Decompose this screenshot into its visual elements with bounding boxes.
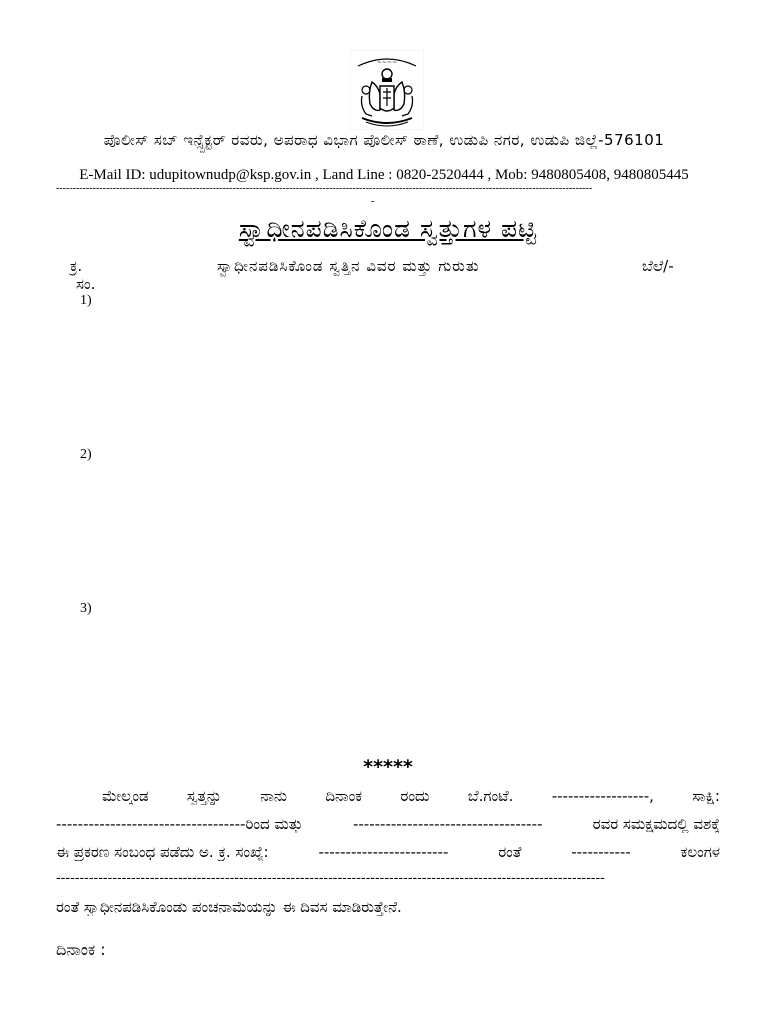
serial-header: ಕ್ರ. [70,257,83,275]
item-number: 1) [80,293,92,308]
witness-label: ಸಾಕ್ಷಿ: [692,787,720,805]
document-title: ಸ್ವಾಧೀನಪಡಿಸಿಕೊಂಡ ಸ್ವತ್ತುಗಳ ಪಟ್ಟಿ [238,214,538,243]
witness-1-blank: -----------------------------------ರಿಂದ ಮತ್ತು [56,815,303,833]
statement-word: ರವರ ಸಮಕ್ಷಮದಲ್ಲಿ ವಶಕ್ಕೆ [592,815,720,833]
svg-text:~~~~: ~~~~ [376,59,398,66]
statement-line-5: ರಂತೆ ಸ್ವಾಧೀನಪಡಿಸಿಕೊಂಡು ಪಂಚನಾಮೆಯನ್ನು ಈ ದಿವಸ ಮಾಡಿರುತ್ತೇನೆ. [56,898,402,916]
description-header: ಸ್ವಾಧೀನಪಡಿಸಿಕೊಂಡ ಸ್ವತ್ತಿನ ವಿವರ ಮತ್ತು ಗುರುತು [217,257,480,275]
statement-word: ನಾನು [260,787,287,805]
statement-word: ದಿನಾಂಕ [325,787,363,805]
case-number-blank: ------------------------ [318,843,449,861]
separator-tail: - [371,196,375,207]
statement-line-1 [56,787,720,805]
statement-line-3 [56,843,720,861]
time-blank: ------------------, [551,787,654,805]
witness-2-blank: ----------------------------------- [352,815,543,833]
office-address: ಪೊಲೀಸ್ ಸಬ್ ಇನ್ಸ್ಪೆಕ್ಟರ್ ರವರು, ಅಪರಾಧ ವಿಭಾಗ ಪೊಲೀಸ್ ಠಾಣೆ, ಉಡುಪಿ ನಗರ, ಉಡುಪಿ ಜಿಲ್ಲೆ-576101 [103,131,665,149]
karnataka-state-emblem-icon [350,50,424,130]
item-number: 3) [80,601,92,616]
statement-word: ರಂದು [400,787,430,805]
statement-word: ಸ್ವತ್ತನ್ನು [186,787,222,805]
amount-header: ಬೆಲೆ/- [642,257,674,275]
statement-word: ರಂತೆ [498,843,522,861]
date-label: ದಿನಾಂಕ : [56,940,106,959]
statement-word: ಮೇಲ್ಕಂಡ [102,787,149,805]
contact-details: E-Mail ID: udupitownudp@ksp.gov.in , Land Line : 0820-2520444 , Mob: 9480805408, 9480805445 [79,167,689,183]
statement-line-4: --------------------------------------------------------------------------------------------------------------------- [56,871,605,886]
statement-line-2 [56,815,720,833]
section-stars: ***** [363,756,413,778]
section-blank: ----------- [571,843,631,861]
separator-line: ----------------------------------------------------------------------------------------------------------------------------------------------------------------- [56,183,593,194]
serial-header-line2: ಸಂ. [76,275,96,293]
statement-word: ಕಲಂಗಳ [680,843,720,861]
statement-word: ಬೆ.ಗಂಟೆ. [467,787,514,805]
statement-word: ಈ ಪ್ರಕರಣ ಸಂಬಂಧ ಪಡೆದು ಅ. ಕ್ರ. ಸಂಖ್ಯೆ: [56,843,269,861]
item-number: 2) [80,447,92,462]
